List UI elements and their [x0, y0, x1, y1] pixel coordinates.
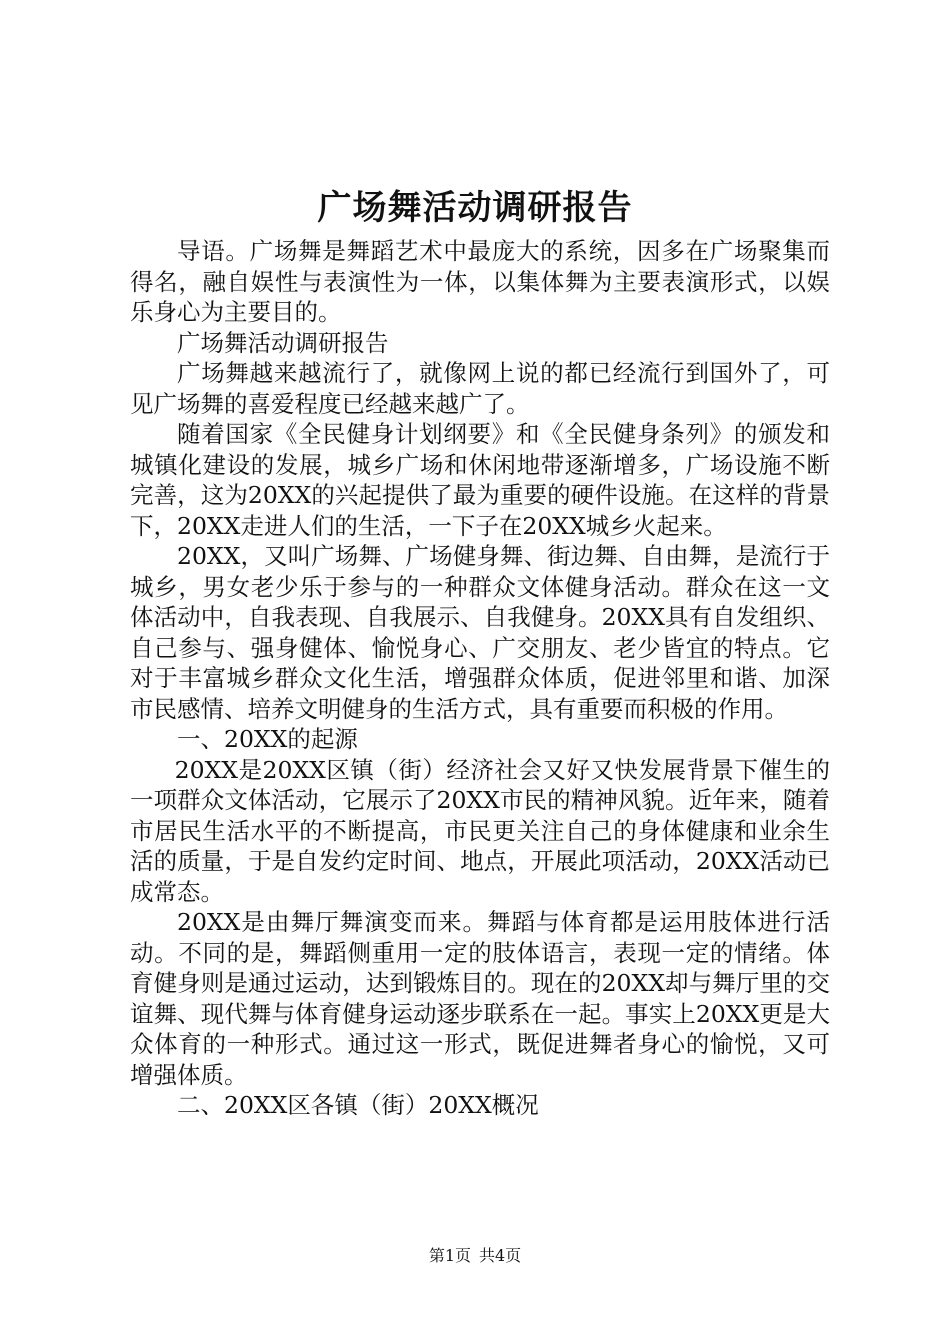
paragraph: 20XX是由舞厅舞演变而来。舞蹈与体育都是运用肢体进行活动。不同的是，舞蹈侧重用一定的肢体语言，表现一定的情绪。体育健身则是通过运动，达到锻炼目的。现在的20XX却与舞厅里的交谊舞、现代舞与体育健身运动逐步联系在一起。事实上20XX更是大众体育的一种形式。通过这一形式，既促进舞者身心的愉悦，又可增强体质。 [130, 908, 830, 1089]
section-heading-overview: 二、20XX区各镇（街）20XX概况 [177, 1091, 539, 1119]
section-heading-origin: 一、20XX的起源 [177, 725, 358, 753]
paragraph: 20XX，又叫广场舞、广场健身舞、街边舞、自由舞，是流行于城乡，男女老少乐于参与的一种群众文体健身活动。群众在这一文体活动中，自我表现、自我展示、自我健身。20XX具有自发组织、自己参与、强身健体、愉悦身心、广交朋友、老少皆宜的特点。它对于丰富城乡群众文化生活，增强群众体质，促进邻里和谐、加深市民感情、培养文明健身的生活方式，具有重要而积极的作用。 [130, 542, 830, 723]
page-total: 共4页 [479, 1246, 522, 1265]
paragraph: 广场舞越来越流行了，就像网上说的都已经流行到国外了，可见广场舞的喜爱程度已经越来越广了。 [130, 359, 830, 418]
paragraph-subtitle: 广场舞活动调研报告 [177, 328, 389, 357]
page-number: 第1页 [428, 1246, 471, 1265]
document-body [130, 236, 830, 1121]
paragraph: 随着国家《全民健身计划纲要》和《全民健身条列》的颁发和城镇化建设的发展，城乡广场和休闲地带逐渐增多，广场设施不断完善，这为20XX的兴起提供了最为重要的硬件设施。在这样的背景下，20XX走进人们的生活，一下子在20XX城乡火起来。 [130, 420, 830, 540]
page-footer [0, 1244, 950, 1268]
paragraph-intro: 导语。广场舞是舞蹈艺术中最庞大的系统，因多在广场聚集而得名，融自娱性与表演性为一体，以集体舞为主要表演形式，以娱乐身心为主要目的。 [130, 237, 830, 326]
document-title: 广场舞活动调研报告 [317, 188, 633, 228]
paragraph: 20XX是20XX区镇（街）经济社会又好又快发展背景下催生的一项群众文体活动，它展示了20XX市民的精神风貌。近年来，随着市居民生活水平的不断提高，市民更关注自己的身体健康和业余生活的质量，于是自发约定时间、地点，开展此项活动，20XX活动已成常态。 [130, 755, 830, 906]
